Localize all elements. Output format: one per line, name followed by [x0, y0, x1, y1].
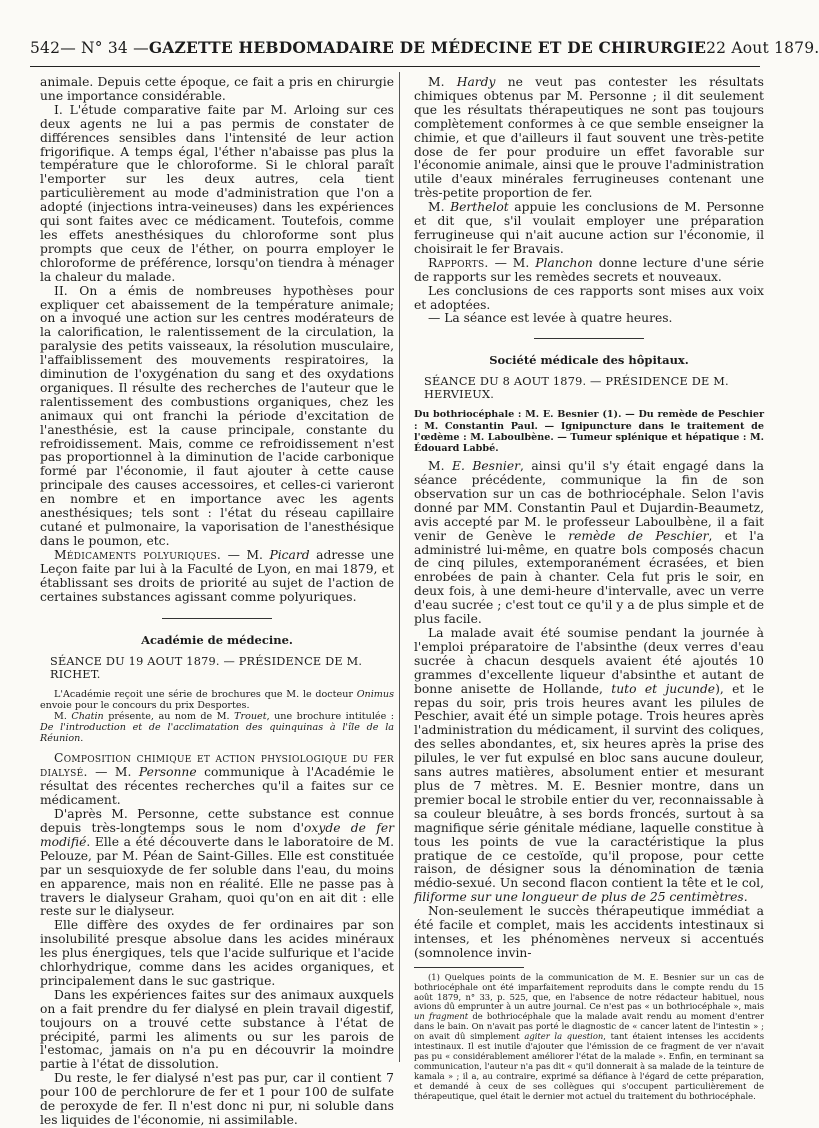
- paragraph: Rapports. — M. Planchon donne lecture d'une série de rapports sur les remèdes secrets et nouveaux.: [414, 255, 765, 284]
- paragraph: Dans les expériences faites sur des animaux auxquels on a fait prendre du fer dialysé en plein travail digestif, toujours on a trouvé cette substance à l'état de précipité, parmi les aliments ou sur les parois de l'estomac, jamais on n'a pu en découvrir la moindre partie à l'état de dissolution.: [40, 987, 394, 1072]
- page-header: [30, 38, 819, 62]
- person-name: Personne: [138, 765, 197, 780]
- person-name: Planchon: [535, 255, 593, 270]
- section-lead: Composition chimique et action physiologique du fer dialysé.: [40, 751, 394, 780]
- person-name: Berthelot: [450, 200, 509, 215]
- term: tuto et jucunde: [611, 681, 716, 696]
- paragraph: Les conclusions de ces rapports sont mises aux voix et adoptées.: [414, 283, 764, 312]
- left-column: [40, 76, 394, 1128]
- section-title-academie: Académie de médecine.: [141, 633, 293, 648]
- right-column: [414, 76, 764, 1102]
- paragraph: M. Berthelot appuie les conclusions de M. Personne et dit que, s'il voulait employer une préparation ferrugineuse qui n'ait aucune action sur l'économie, il choisirait le fer Bravais.: [414, 200, 764, 256]
- issue-number: — N° 34 —: [60, 39, 149, 57]
- column-divider: [399, 72, 400, 1062]
- section-title-societe: Société médicale des hôpitaux.: [489, 353, 689, 368]
- person-name: Chatin: [71, 711, 104, 723]
- footnote-rule: [414, 967, 524, 968]
- paragraph: M. E. Besnier, ainsi qu'il s'y était engagé dans la séance précédente, communique la fin de son observation sur un cas de bothriocéphale. Selon l'avis donné par MM. Constantin Paul et Dujardin-Beaumetz, avis accepté par M. le professeur Laboulbène, il a fait venir de Genève le remède de Peschier, et l'a administré lui-même, en quatre bols composés chacun de cinq pilules, extemporanément écrasées, et bien enrobées de pain à chanter. Cela fut pris le soir, en deux fois, à une demi-heure d'intervalle, avec un verre d'eau sucrée ; c'est tout ce qu'il y a de plus simple et de plus facile.: [414, 459, 764, 627]
- separator-rule: [162, 618, 272, 619]
- person-name: Picard: [269, 547, 310, 562]
- paragraph: I. L'étude comparative faite par M. Arloing sur ces deux agents ne lui a pas permis de constater de différences sensibles dans l'intensité de leur action frigorifique. A temps égal, l'éther n'abaisse pas plus la température que le chloroforme. Si le chloral paraît l'emporter sur les deux autres, cela tient particulièrement au mode d'administration que l'on a adopté (injections intra-veineuses) dans les expériences qui sont faites avec ce médicament. Toutefois, comme les effets anesthésiques du chloroforme sont plus prompts que ceux de l'éther, on pourra employer le chloroforme de préférence, lorsqu'on tiendra à ménager la chaleur du malade.: [40, 102, 394, 284]
- paragraph: Elle diffère des oxydes de fer ordinaires par son insolubilité presque absolue dans les acides minéraux les plus énergiques, tels que l'acide sulfurique et l'acide chlorhydrique, comme dans les acides organiques, et principalement dans le suc gastrique.: [40, 918, 394, 988]
- term: tænia médio-sexué: [414, 862, 764, 891]
- paragraph: — La séance est levée à quatre heures.: [428, 311, 673, 326]
- paragraph: D'après M. Personne, cette substance est connue depuis très-longtemps sous le nom d'oxyde de fer modifié. Elle a été découverte dans le laboratoire de M. Pelouze, par M. Péan de Saint-Gilles. Elle est constituée par un sesquioxyde de fer soluble dans l'eau, du moins en apparence, mais non en réalité. Elle ne passe pas à travers le dialyseur Graham, quoi qu'on en ait dit : elle reste sur le dialyseur.: [40, 807, 395, 919]
- section-lead: Médicaments polyuriques.: [54, 547, 222, 562]
- paragraph: Non-seulement le succès thérapeutique immédiat a été facile et complet, mais les accidents intestinaux si intenses, et les phénomènes nerveux si accentués (somnolence invin-: [414, 904, 764, 960]
- term: oxyde de fer modifié: [40, 820, 395, 849]
- page-number: 542: [30, 39, 61, 57]
- journal-title: GAZETTE HEBDOMADAIRE DE MÉDECINE ET DE CHIRURGIE: [148, 38, 707, 57]
- summary-note: L'Académie reçoit une série de brochures que M. le docteur Onimus envoie pour le concours du prix Desportes.: [40, 689, 394, 712]
- issue-date: 22 Aout 1879.: [706, 39, 819, 57]
- paragraph: Composition chimique et action physiologique du fer dialysé. — M. Personne communique à l'Académie le résultat des récentes recherches qu'il a faites sur ce médicament.: [40, 751, 394, 808]
- footnote-text: (1) Quelques points de la communication de M. E. Besnier sur un cas de bothriocéphale ont été imparfaitement reproduits dans le compte rendu du 15 août 1879, n° 33, p. 525, que, en l'absence de notre rédacteur habituel, nous avions dû emprunter à un autre journal. Ce n'est pas « un bothriocéphale », mais un fragment de bothriocéphale que la malade avait rendu au moment d'entrer dans le bain. On n'avait pas porté le diagnostic de « cancer latent de l'intestin » ; on avait dû simplement agiter la question, tant étaient intenses les accidents intestinaux. Il est inutile d'ajouter que l'émission de ce fragment de ver n'avait pas pu « considérablement améliorer l'état de la malade ». Enfin, en terminant sa communication, l'auteur n'a pas dit « qu'il donnerait à sa malade de la teinture de kamala » ; il a, au contraire, exprimé sa défiance à l'égard de cette préparation, et demandé à ceux de ses collègues qui s'occupent particulièrement de thérapeutique, quel était le dernier mot actuel du traitement du bothriocéphale.: [414, 971, 764, 1101]
- paragraph: La malade avait été soumise pendant la journée à l'emploi préparatoire de l'absinthe (deux verres d'eau sucrée à chacun desquels avaient été ajoutés 10 grammes d'excellente liqueur d'absinthe et autant de bonne anisette de Hollande, tuto et jucunde), et le repas du soir, pris trois heures avant les pilules de Peschier, avait été un simple potage. Trois heures après l'administration du médicament, il survint des coliques, des selles abondantes, et, six heures après la prise des pilules, le ver fut expulsé en bloc sans aucune douleur, sans autres matières, absolument entier et mesurant plus de 7 mètres. M. E. Besnier montre, dans un premier bocal le strobile entier du ver, reconnaissable à sa couleur bleuâtre, à ses bords froncés, surtout à sa magnifique série génitale médiane, laquelle constitue à tous les points de vue la caractéristique la plus pratique de ce cestoïde, qu'il propose, pour cette raison, de désigner sous la dénomination de tænia médio-sexué. Un second flacon contient la tête et le col, filiforme sur une longueur de plus de 25 centimètres.: [414, 626, 764, 905]
- person-name: E. Besnier: [451, 459, 520, 474]
- separator-rule: [534, 338, 644, 339]
- paragraph: animale. Depuis cette époque, ce fait a pris en chirurgie une importance considérable.: [40, 75, 394, 103]
- paragraph: Du reste, le fer dialysé n'est pas pur, car il contient 7 pour 100 de perchlorure de fer et 1 pour 100 de sulfate de peroxyde de fer. Il n'est donc ni pur, ni soluble dans les liquides de l'économie, ni assimilable.: [40, 1071, 394, 1127]
- term: un fragment: [414, 1011, 469, 1022]
- person-name: Onimus: [356, 689, 394, 701]
- person-name: Hardy: [456, 75, 496, 89]
- paragraph: II. On a émis de nombreuses hypothèses pour expliquer cet abaissement de la température animale; on a invoqué une action sur les centres modérateurs de la calorification, le ralentissement de la circulation, la paralysie des petits vaisseaux, la résolution musculaire, l'affaiblissement des mouvements respiratoires, la diminution de l'oxygénation du sang et des oxydations organiques. Il résulte des recherches de l'auteur que le ralentissement des combustions organiques, chez les animaux qui ont franchi la période d'excitation de l'anesthésie, est la cause principale, constante du refroidissement. Mais, comme ce refroidissement n'est pas proportionnel à la diminution de l'acide carbonique formé par l'économie, il faut ajouter à cette cause principale des causes accessoires, et celles-ci varieront en nombre et en importance avec les agents anesthésiques; tels sont : l'état du réseau capillaire cutané et pulmonaire, la vaporisation de l'anesthésique dans le poumon, etc.: [40, 283, 394, 548]
- section-lead: Rapports.: [428, 255, 489, 270]
- header-rule: [30, 66, 760, 67]
- summary-note: M. Chatin présente, au nom de M. Trouet, une brochure intitulée : De l'introduction et de l'acclimatation des quinquinas à l'île de la Réunion.: [40, 711, 394, 745]
- term: remède de Peschier: [568, 528, 709, 543]
- paragraph: Médicaments polyuriques. — M. Picard adresse une Leçon faite par lui à la Faculté de Lyon, en mai 1879, et établissant ses droits de priorité au sujet de l'action de certaines substances agissant comme polyuriques.: [40, 547, 394, 604]
- term: agiter la question: [524, 1031, 604, 1042]
- publication-title: De l'introduction et de l'acclimatation des quinquinas à l'île de la Réunion.: [40, 722, 394, 745]
- paragraph: M. Hardy ne veut pas contester les résultats chimiques obtenus par M. Personne ; il dit seulement que les résultats thérapeutiques ne sont pas toujours complètement conformes à ce que semble enseigner la chimie, et que d'ailleurs il faut souvent une très-petite dose de fer pour produire un effet favorable sur l'économie animale, ainsi que le prouve l'administration utile d'eaux minérales ferrugineuses contenant une très-petite proportion de fer.: [414, 75, 764, 201]
- term: filiforme sur une longueur de plus de 25 centimètres.: [414, 890, 748, 905]
- contents-summary: Du bothriocéphale : M. E. Besnier (1). — Du remède de Peschier : M. Constantin Paul. — Ignipuncture dans le traitement de l'œdème : M. Laboulbène. — Tumeur splénique et hépatique : M. Édouard Labbé.: [414, 409, 764, 454]
- seance-line: SÉANCE DU 8 AOUT 1879. — PRÉSIDENCE DE M. HERVIEUX.: [424, 375, 729, 402]
- seance-line: SÉANCE DU 19 AOUT 1879. — PRÉSIDENCE DE M. RICHET.: [50, 655, 363, 682]
- footnote: [414, 973, 764, 1102]
- person-name: Trouet: [234, 711, 267, 723]
